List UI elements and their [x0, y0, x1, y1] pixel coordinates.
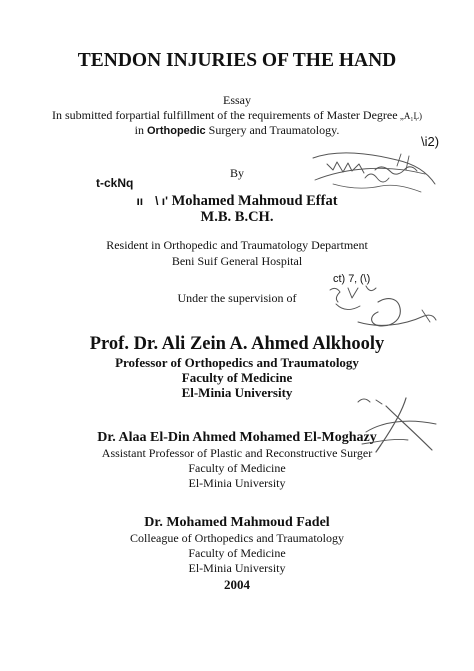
requirement-line-2: [0, 123, 474, 138]
essay-label: Essay: [223, 93, 251, 107]
supervisor-3-name: Dr. Mohamed Mahmoud Fadel: [144, 515, 330, 530]
requirement-text: In submitted forpartial fulfillment of the requirements of Master Degree: [52, 108, 398, 122]
year: 2004: [224, 577, 250, 592]
supervision-label: Under the supervision of: [177, 291, 297, 305]
supervisor-1-role: Professor of Orthopedics and Traumatology: [115, 355, 359, 370]
author-name: Mohamed Mahmoud Effat: [171, 193, 338, 209]
requirement-line-2-pre: in: [134, 123, 147, 137]
supervisor-2-faculty: Faculty of Medicine: [188, 461, 286, 475]
author-line: [0, 193, 474, 210]
page-title: TENDON INJURIES OF THE HAND: [77, 50, 397, 71]
affiliation-line-2: Beni Suif General Hospital: [171, 254, 303, 268]
signature-1: [318, 282, 443, 337]
supervisor-1-faculty: Faculty of Medicine: [181, 370, 293, 385]
supervision-margin-mark: ct) 7‚ (\): [333, 273, 371, 285]
requirement-line-2-post: Surgery and Traumatology.: [205, 123, 340, 137]
supervisor-3-university: El-Minia University: [188, 561, 286, 575]
supervisor-2-name: Dr. Alaa El-Din Ahmed Mohamed El-Moghazy: [97, 430, 377, 445]
supervisor-2-role: Assistant Professor of Plastic and Reconstructive Surger: [101, 446, 373, 460]
supervisor-2-university: El-Minia University: [188, 476, 286, 490]
requirement-mark: „A₁Ļ): [397, 111, 422, 121]
margin-mark-top-right: \i2): [421, 134, 440, 149]
affiliation-line-1: Resident in Orthopedic and Traumatology Department: [106, 238, 368, 252]
supervisor-3-role: Colleague of Orthopedics and Traumatology: [130, 531, 344, 545]
requirement-line-1: [0, 108, 474, 123]
author-name-prefix: ıı \ ı': [136, 194, 168, 208]
requirement-line-2-bold: Orthopedic: [147, 125, 206, 137]
supervisor-1-name: Prof. Dr. Ali Zein A. Ahmed Alkhooly: [89, 334, 385, 354]
by-label: By: [229, 166, 244, 180]
author-degree: M.B. B.CH.: [200, 209, 274, 225]
supervisor-1-university: El-Minia University: [181, 385, 293, 400]
margin-code-left: t-ckNq: [96, 176, 134, 190]
supervisor-3-faculty: Faculty of Medicine: [188, 546, 286, 560]
